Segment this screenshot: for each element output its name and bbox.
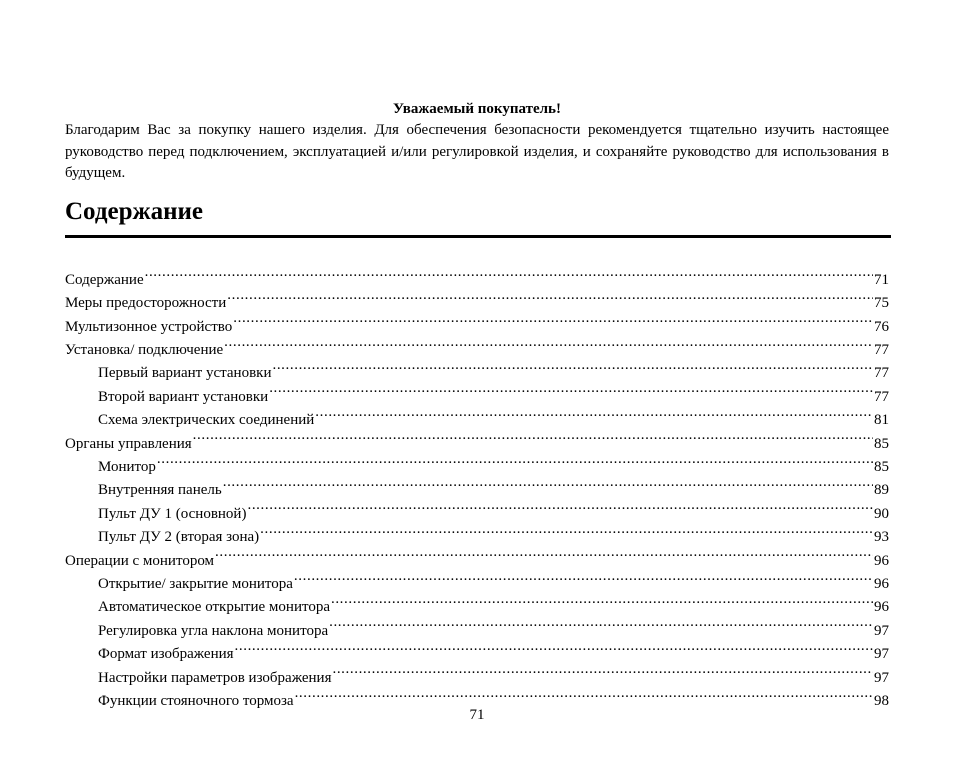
toc-entry-page: 77 xyxy=(874,388,889,405)
toc-entry-label: Второй вариант установки xyxy=(98,388,269,405)
greeting-title: Уважаемый покупатель! xyxy=(393,101,561,117)
toc-entry-page: 81 xyxy=(874,412,889,429)
toc-leader-dots xyxy=(315,401,873,424)
toc-entry-page: 96 xyxy=(874,599,889,616)
toc-entry-label: Органы управления xyxy=(65,435,192,452)
toc-subentry[interactable] xyxy=(65,471,889,499)
toc-entry-label: Меры предосторожности xyxy=(65,295,227,312)
toc-leader-dots xyxy=(215,541,873,564)
toc-leader-dots xyxy=(260,518,873,541)
toc-leader-dots xyxy=(294,565,873,588)
toc-entry-page: 76 xyxy=(874,318,889,335)
toc-entry-label: Монитор xyxy=(98,459,156,476)
toc-leader-dots xyxy=(157,448,873,471)
toc-entry-page: 96 xyxy=(874,552,889,569)
toc-entry-label: Мультизонное устройство xyxy=(65,318,233,335)
toc-entry-page: 97 xyxy=(874,669,889,686)
toc-entry-page: 75 xyxy=(874,295,889,312)
toc-entry-page: 97 xyxy=(874,646,889,663)
toc-entry-label: Пульт ДУ 2 (вторая зона) xyxy=(98,529,260,546)
toc-leader-dots xyxy=(247,494,873,517)
toc-subentry[interactable] xyxy=(65,448,889,476)
toc-entry-label: Содержание xyxy=(65,271,144,288)
toc-leader-dots xyxy=(269,377,873,400)
toc-entry[interactable] xyxy=(65,284,889,312)
toc-entry-page: 77 xyxy=(874,365,889,382)
toc-entry-page: 97 xyxy=(874,622,889,639)
toc-entry-page: 96 xyxy=(874,575,889,592)
toc-leader-dots xyxy=(295,682,873,705)
toc-entry-label: Установка/ подключение xyxy=(65,342,224,359)
toc-entry-label: Автоматическое открытие монитора xyxy=(98,599,330,616)
toc-leader-dots xyxy=(332,658,873,681)
toc-leader-dots xyxy=(227,284,873,307)
toc-entry-page: 93 xyxy=(874,529,889,546)
table-of-contents xyxy=(65,261,889,709)
toc-entry-page: 98 xyxy=(874,692,889,709)
toc-leader-dots xyxy=(193,424,873,447)
toc-entry-label: Функции стояночного тормоза xyxy=(98,692,294,709)
toc-entry-label: Открытие/ закрытие монитора xyxy=(98,575,293,592)
toc-leader-dots xyxy=(224,331,873,354)
toc-leader-dots xyxy=(223,471,873,494)
toc-leader-dots xyxy=(145,261,873,284)
toc-entry-page: 85 xyxy=(874,459,889,476)
toc-entry-label: Регулировка угла наклона монитора xyxy=(98,622,329,639)
toc-entry-page: 85 xyxy=(874,435,889,452)
page-number: 71 xyxy=(469,707,485,723)
toc-entry-label: Первый вариант установки xyxy=(98,365,272,382)
toc-entry-label: Схема электрических соединений xyxy=(98,412,315,429)
toc-leader-dots xyxy=(233,307,873,330)
toc-entry-page: 89 xyxy=(874,482,889,499)
toc-entry-page: 71 xyxy=(874,271,889,288)
toc-leader-dots xyxy=(331,588,873,611)
heading-rule xyxy=(65,235,891,238)
toc-entry-label: Операции с монитором xyxy=(65,552,215,569)
toc-leader-dots xyxy=(235,635,873,658)
toc-heading: Содержание xyxy=(65,197,204,225)
toc-entry-page: 90 xyxy=(874,505,889,522)
toc-entry-label: Внутренняя панель xyxy=(98,482,222,499)
greeting-body: Благодарим Вас за покупку нашего изделия. Для обеспечения безопасности рекомендуется тщательно изучить настоящее руководство перед подключением, эксплуатацией и/или регулировкой изделия, и сохраняйте руководство для использования в будущем. xyxy=(65,122,889,181)
toc-entry[interactable] xyxy=(65,261,889,288)
toc-leader-dots xyxy=(329,611,873,634)
toc-entry-label: Настройки параметров изображения xyxy=(98,669,332,686)
document-page xyxy=(65,98,889,721)
toc-entry-label: Формат изображения xyxy=(98,646,234,663)
toc-leader-dots xyxy=(272,354,873,377)
toc-entry-label: Пульт ДУ 1 (основной) xyxy=(98,505,247,522)
toc-entry-page: 77 xyxy=(874,342,889,359)
